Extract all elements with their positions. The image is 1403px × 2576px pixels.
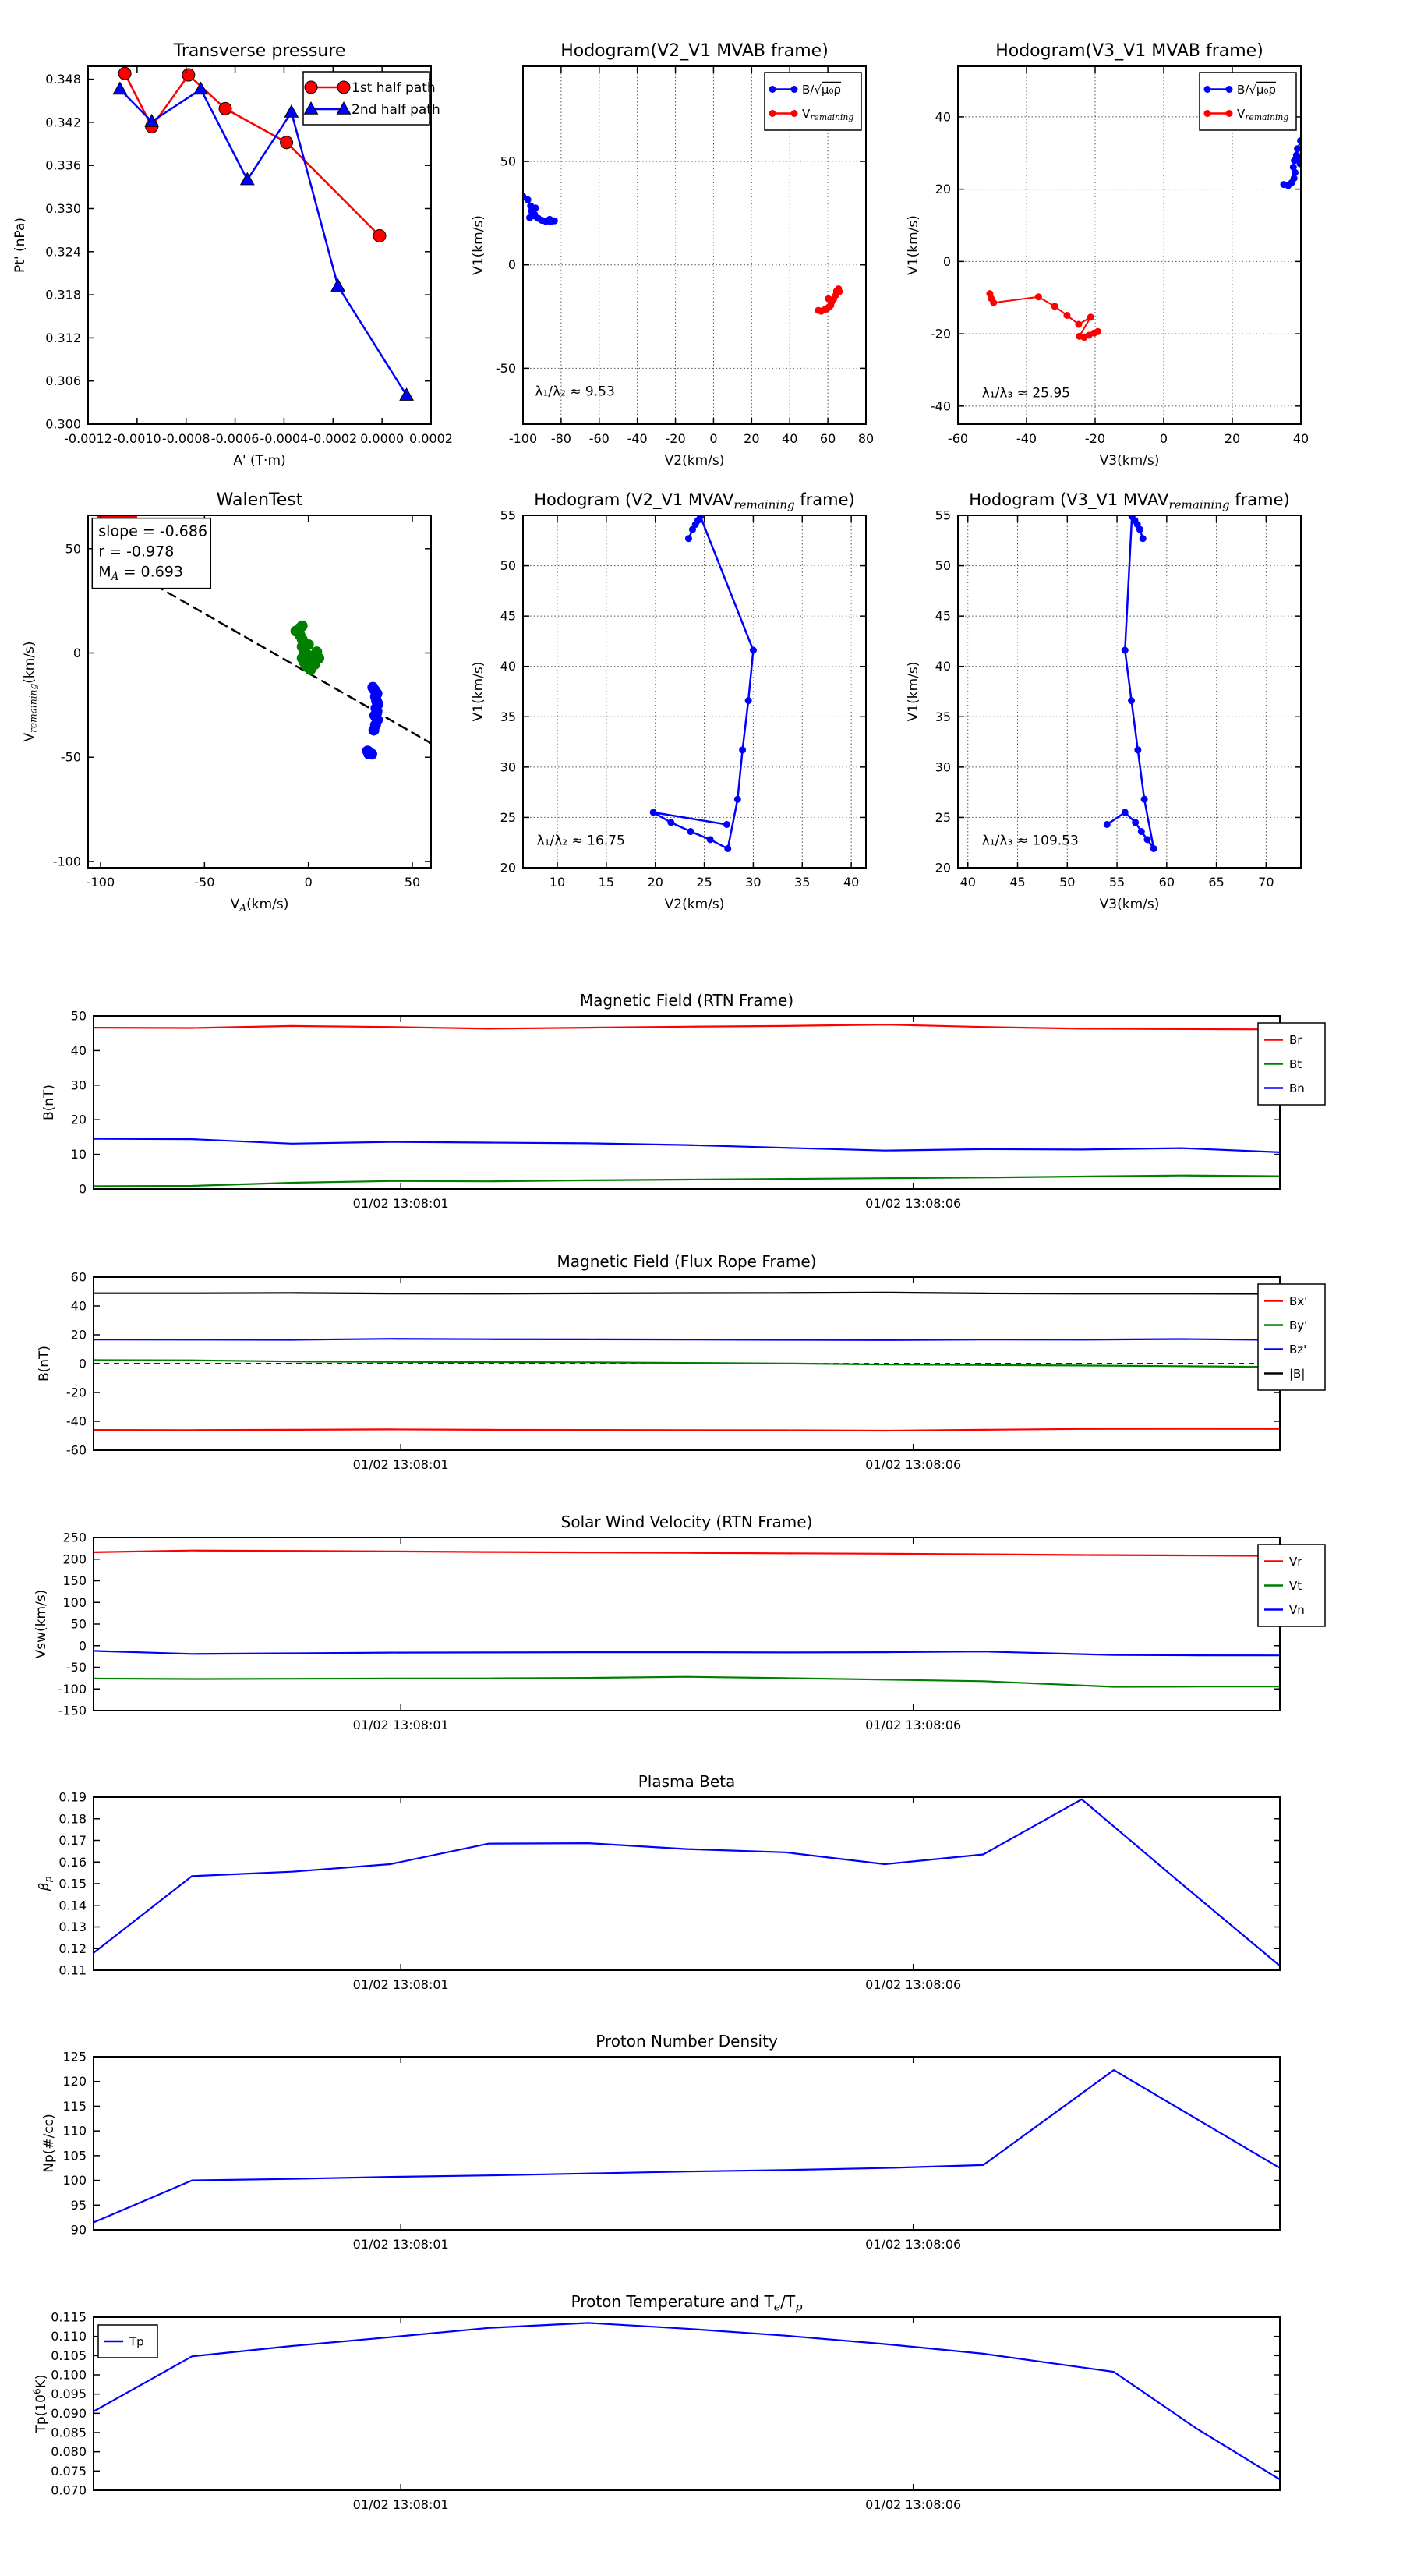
y-tick-label: 0.080: [51, 2444, 87, 2460]
y-tick-label: 0.318: [45, 287, 81, 303]
x-tick-label: 0: [1159, 431, 1168, 446]
y-tick-label: 0.18: [58, 1811, 87, 1827]
legend-label: Vr: [1289, 1554, 1302, 1569]
y-tick-label: 0.324: [45, 244, 81, 260]
y-tick-label: 50: [500, 154, 516, 169]
legend-label: Tp: [129, 2334, 144, 2349]
proton-number-density-ylabel: Np(#/cc): [41, 2114, 57, 2173]
transverse-pressure-ylabel: Pt' (nPa): [12, 218, 28, 273]
x-tick-label: -100: [508, 431, 538, 446]
y-tick-label: 90: [70, 2222, 87, 2238]
y-tick-label: 0.115: [51, 2309, 87, 2325]
y-tick-label: 0.348: [45, 72, 81, 87]
x-tick-label: -100: [86, 875, 115, 890]
stats-line: slope = -0.686: [98, 522, 208, 540]
x-tick-label: 30: [745, 875, 762, 890]
y-tick-label: 150: [62, 1573, 87, 1588]
legend-label: Bn: [1289, 1081, 1305, 1095]
y-tick-label: 20: [70, 1112, 87, 1127]
magnetic-field-flux-rope-ylabel: B(nT): [37, 1345, 52, 1382]
y-tick-label: 0.330: [45, 200, 81, 216]
y-tick-label: 0: [72, 646, 81, 661]
y-tick-label: -40: [65, 1414, 87, 1429]
proton-temperature-ylabel: $Tp(10^6K)$: [31, 2374, 49, 2433]
x-tick-label: 10: [549, 875, 566, 890]
x-tick-label: 01/02 13:08:01: [352, 2497, 449, 2512]
annotation: λ₁/λ₂ ≈ 9.53: [535, 384, 615, 400]
solar-wind-velocity-title: Solar Wind Velocity (RTN Frame): [560, 1513, 813, 1531]
legend-label: Bt: [1289, 1056, 1302, 1071]
y-tick-label: -50: [60, 749, 81, 765]
x-tick-label: 45: [1009, 875, 1026, 890]
annotation: λ₁/λ₃ ≈ 25.95: [981, 385, 1071, 402]
proton-temperature-title: Proton Temperature and $T_e/T_p$: [571, 2292, 803, 2314]
legend-label: 2nd half path: [352, 101, 440, 118]
y-tick-label: 0.110: [51, 2329, 87, 2344]
y-tick-label: 55: [500, 508, 516, 523]
y-tick-label: 0.14: [58, 1898, 87, 1913]
x-tick-label: -40: [627, 431, 648, 446]
y-tick-label: 0.15: [58, 1876, 87, 1891]
x-tick-label: 01/02 13:08:06: [865, 1977, 962, 1992]
annotation: λ₁/λ₃ ≈ 109.53: [981, 833, 1079, 849]
legend-label: |B|: [1289, 1366, 1306, 1381]
legend-label: Vt: [1289, 1578, 1302, 1593]
y-tick-label: 25: [500, 809, 516, 825]
x-tick-label: -60: [588, 431, 610, 446]
y-tick-label: 105: [62, 2148, 87, 2164]
y-tick-label: 0: [942, 253, 951, 269]
y-tick-label: 60: [70, 1269, 87, 1285]
x-tick-label: 50: [1059, 875, 1076, 890]
y-tick-label: 125: [62, 2049, 87, 2065]
y-tick-label: 0.300: [45, 416, 81, 432]
hodogram-v2v1-mvav-xlabel: V2(km/s): [664, 897, 725, 912]
y-tick-label: 0.090: [51, 2405, 87, 2421]
y-tick-label: 95: [70, 2197, 87, 2213]
y-tick-label: -20: [65, 1385, 87, 1400]
hodogram-v3v1-mvab-title: Hodogram(V3_V1 MVAB frame): [995, 41, 1263, 61]
y-tick-label: 0.100: [51, 2367, 87, 2383]
y-tick-label: 250: [62, 1530, 87, 1545]
y-tick-label: 0.342: [45, 115, 81, 130]
legend-label: B/√μ₀ρ: [1237, 82, 1276, 97]
legend-label: $V_{remaining}$: [1237, 106, 1289, 123]
x-tick-label: 01/02 13:08:06: [865, 2497, 962, 2512]
proton-number-density-title: Proton Number Density: [595, 2032, 778, 2051]
y-tick-label: 0.11: [58, 1962, 87, 1978]
y-tick-label: 10: [70, 1147, 87, 1162]
legend-label: Bz': [1289, 1342, 1307, 1357]
walen-test-ylabel: $V_{remaining}(km/s)$: [22, 641, 39, 742]
y-tick-label: 50: [500, 558, 516, 574]
x-tick-label: -20: [665, 431, 686, 446]
x-tick-label: 0: [709, 431, 718, 446]
hodogram-v2v1-mvab-ylabel: V1(km/s): [471, 215, 486, 275]
y-tick-label: 35: [935, 709, 951, 724]
y-tick-label: 110: [62, 2123, 87, 2139]
x-tick-label: 01/02 13:08:01: [352, 1457, 449, 1472]
y-tick-label: 30: [500, 759, 516, 775]
x-tick-label: 01/02 13:08:06: [865, 1457, 962, 1472]
y-tick-label: 25: [935, 809, 951, 825]
magnetic-field-flux-rope-title: Magnetic Field (Flux Rope Frame): [557, 1252, 817, 1271]
x-tick-label: 65: [1208, 875, 1225, 890]
transverse-pressure-xlabel: A' (T·m): [233, 453, 286, 469]
y-tick-label: 0.16: [58, 1854, 87, 1870]
y-tick-label: 0.070: [51, 2482, 87, 2498]
x-tick-label: 0.0000: [360, 431, 405, 446]
x-tick-label: 20: [647, 875, 663, 890]
x-tick-label: 35: [794, 875, 811, 890]
y-tick-label: 0.095: [51, 2387, 87, 2402]
plasma-beta-title: Plasma Beta: [638, 1772, 736, 1791]
y-tick-label: -50: [495, 360, 516, 376]
y-tick-label: 0.336: [45, 157, 81, 173]
magnetic-field-rtn-ylabel: B(nT): [41, 1084, 57, 1121]
x-tick-label: -60: [947, 431, 969, 446]
y-tick-label: -50: [65, 1660, 87, 1675]
x-tick-label: 01/02 13:08:06: [865, 1718, 962, 1732]
y-tick-label: 35: [500, 709, 516, 724]
magnetic-field-rtn-title: Magnetic Field (RTN Frame): [579, 991, 794, 1010]
y-tick-label: 40: [500, 659, 516, 674]
annotation: λ₁/λ₂ ≈ 16.75: [536, 833, 625, 849]
hodogram-v3v1-mvav-xlabel: V3(km/s): [1099, 897, 1160, 912]
y-tick-label: 0.17: [58, 1833, 87, 1848]
y-tick-label: 0.105: [51, 2348, 87, 2363]
series-bz-: [94, 1339, 1280, 1340]
y-tick-label: 115: [62, 2098, 87, 2114]
walen-test-xlabel: $V_A(km/s)$: [230, 897, 289, 914]
y-tick-label: 100: [62, 2173, 87, 2189]
x-tick-label: 40: [782, 431, 798, 446]
hodogram-v3v1-mvav-title: Hodogram (V3_V1 $MVAV_{remaining}$ frame): [969, 490, 1290, 512]
x-tick-label: 15: [598, 875, 615, 890]
x-tick-label: 01/02 13:08:01: [352, 1718, 449, 1732]
x-tick-label: 01/02 13:08:01: [352, 2237, 449, 2252]
y-tick-label: 0.312: [45, 330, 81, 345]
y-tick-label: 30: [935, 759, 951, 775]
y-tick-label: -150: [58, 1703, 87, 1718]
y-tick-label: -100: [58, 1681, 87, 1697]
x-tick-label: -0.0012: [64, 431, 112, 446]
x-tick-label: 70: [1258, 875, 1274, 890]
x-tick-label: 20: [744, 431, 760, 446]
x-tick-label: 0.0002: [409, 431, 453, 446]
y-tick-label: -100: [52, 854, 81, 869]
stats-line: r = -0.978: [98, 543, 175, 561]
plasma-beta-ylabel: $\beta_p$: [37, 1876, 54, 1891]
x-tick-label: -0.0004: [260, 431, 309, 446]
x-tick-label: 40: [1292, 431, 1309, 446]
legend-label: $V_{remaining}$: [802, 106, 854, 123]
y-tick-label: -40: [930, 398, 951, 414]
y-tick-label: 100: [62, 1594, 87, 1610]
y-tick-label: 0.13: [58, 1920, 87, 1934]
hodogram-v2v1-mvab-xlabel: V2(km/s): [664, 453, 725, 469]
y-tick-label: 40: [70, 1042, 87, 1058]
x-tick-label: 20: [1224, 431, 1241, 446]
y-tick-label: 45: [935, 608, 951, 624]
x-tick-label: -0.0008: [161, 431, 210, 446]
legend-label: By': [1289, 1318, 1308, 1332]
y-tick-label: 200: [62, 1552, 87, 1567]
solar-wind-velocity-ylabel: Vsw(km/s): [34, 1589, 49, 1659]
x-tick-label: -0.0006: [210, 431, 260, 446]
y-tick-label: 50: [65, 541, 81, 557]
y-tick-label: 20: [935, 182, 951, 197]
y-tick-label: 40: [935, 109, 951, 125]
legend-label: B/√μ₀ρ: [802, 82, 841, 97]
y-tick-label: 0: [507, 257, 516, 273]
legend-label: Vn: [1289, 1602, 1305, 1617]
x-tick-label: 25: [696, 875, 712, 890]
x-tick-label: -0.0010: [112, 431, 161, 446]
hodogram-v3v1-mvab-xlabel: V3(km/s): [1099, 453, 1160, 469]
x-tick-label: -0.0002: [309, 431, 358, 446]
x-tick-label: 01/02 13:08:01: [352, 1196, 449, 1211]
y-tick-label: 0: [78, 1181, 87, 1197]
x-tick-label: 40: [843, 875, 860, 890]
y-tick-label: 0: [78, 1638, 87, 1654]
x-tick-label: -80: [550, 431, 571, 446]
y-tick-label: 55: [935, 508, 951, 523]
x-tick-label: 60: [1158, 875, 1175, 890]
y-tick-label: 0.085: [51, 2425, 87, 2440]
hodogram-v2v1-mvav-title: Hodogram (V2_V1 $MVAV_{remaining}$ frame): [534, 490, 855, 512]
hodogram-v2v1-mvab-title: Hodogram(V2_V1 MVAB frame): [560, 41, 829, 61]
y-tick-label: 50: [70, 1616, 87, 1632]
y-tick-label: 0: [78, 1356, 87, 1371]
x-tick-label: 55: [1108, 875, 1126, 890]
y-tick-label: 120: [62, 2074, 87, 2089]
x-tick-label: -20: [1084, 431, 1106, 446]
y-tick-label: 30: [70, 1077, 87, 1093]
x-tick-label: 0: [304, 875, 313, 890]
transverse-pressure-title: Transverse pressure: [173, 41, 346, 61]
legend-label: Bx': [1289, 1293, 1308, 1308]
legend-label: 1st half path: [352, 80, 436, 96]
x-tick-label: 01/02 13:08:06: [865, 2237, 962, 2252]
stats-line: $M_A = 0.693$: [98, 563, 183, 583]
walen-test-title: WalenTest: [216, 490, 303, 510]
y-tick-label: 20: [70, 1327, 87, 1343]
x-tick-label: 01/02 13:08:01: [352, 1977, 449, 1992]
y-tick-label: 0.075: [51, 2463, 87, 2479]
legend-label: Br: [1289, 1032, 1302, 1047]
x-tick-label: -40: [1016, 431, 1037, 446]
hodogram-v3v1-mvav-ylabel: V1(km/s): [906, 661, 921, 722]
x-tick-label: 40: [959, 875, 976, 890]
x-tick-label: 01/02 13:08:06: [865, 1196, 962, 1211]
y-tick-label: 50: [935, 558, 951, 574]
y-tick-label: 40: [70, 1298, 87, 1314]
y-tick-label: 50: [70, 1008, 87, 1024]
y-tick-label: 0.12: [58, 1941, 87, 1956]
x-tick-label: 80: [857, 431, 875, 446]
y-tick-label: 45: [500, 608, 516, 624]
x-tick-label: -50: [194, 875, 215, 890]
y-tick-label: -60: [65, 1442, 87, 1458]
x-tick-label: 60: [819, 431, 836, 446]
x-tick-label: 50: [404, 875, 421, 890]
y-tick-label: 20: [935, 860, 951, 876]
hodogram-v2v1-mvav-ylabel: V1(km/s): [471, 661, 486, 722]
y-tick-label: 0.306: [45, 373, 81, 389]
y-tick-label: 0.19: [58, 1789, 87, 1805]
y-tick-label: -20: [930, 326, 951, 341]
y-tick-label: 20: [500, 860, 516, 876]
y-tick-label: 40: [935, 659, 951, 674]
hodogram-v3v1-mvab-ylabel: V1(km/s): [906, 215, 921, 275]
